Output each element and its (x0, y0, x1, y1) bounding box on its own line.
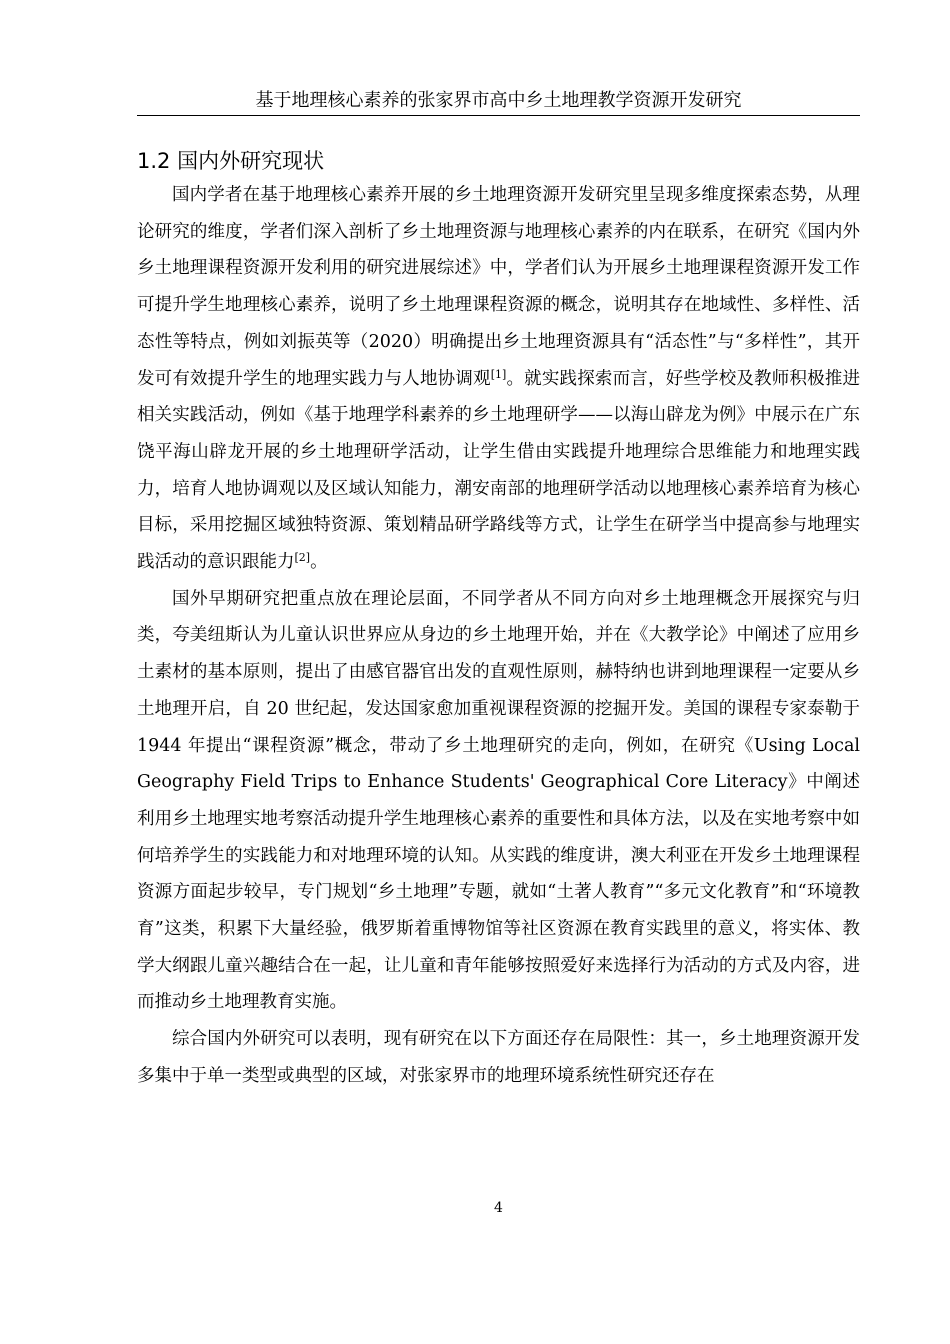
paragraph-foreign-research: 国外早期研究把重点放在理论层面，不同学者从不同方向对乡土地理概念开展探究与归类，夸美纽斯认为儿童认识世界应从身边的乡土地理开始，并在《大教学论》中阐述了应用乡土素材的基本原则，提出了由感官器官出发的直观性原则，赫特纳也讲到地理课程一定要从乡土地理开启，自 20 世纪起，发达国家愈加重视课程资源的挖掘开发。美国的课程专家泰勒于 1944 年提出“课程资源”概念，带动了乡土地理研究的走向，例如，在研究《Using Local Geography Field Trips to Enhance Students' Geographical Core Literacy》中阐述利用乡土地理实地考察活动提升学生地理核心素养的重要性和具体方法，以及在实地考察中如何培养学生的实践能力和对地理环境的认知。从实践的维度讲，澳大利亚在开发乡土地理课程资源方面起步较早，专门规划“乡土地理”专题，就如“土著人教育”“多元文化教育”和“环境教育”这类，积累下大量经验，俄罗斯着重博物馆等社区资源在教育实践里的意义，将实体、教学大纲跟儿童兴趣结合在一起，让儿童和青年能够按照爱好来选择行为活动的方式及内容，进而推动乡土地理教育实施。 (137, 588, 860, 1013)
citation-marker: [1] (490, 367, 507, 381)
page-number: 4 (494, 1200, 503, 1216)
paragraph-text: 。 (310, 552, 328, 573)
running-header: 基于地理核心素养的张家界市高中乡土地理教学资源开发研究 (137, 88, 860, 116)
section-heading: 1.2 国内外研究现状 (137, 149, 325, 173)
citation-marker: [2] (294, 551, 311, 565)
body-text (137, 177, 860, 1095)
paragraph-domestic-research (137, 177, 860, 581)
paragraph-summary: 综合国内外研究可以表明，现有研究在以下方面还存在局限性：其一，乡土地理资源开发多集中于单一类型或典型的区域，对张家界市的地理环境系统性研究还存在 (137, 1029, 860, 1086)
paragraph-text: 国内学者在基于地理核心素养开展的乡土地理资源开发研究里呈现多维度探索态势，从理论研究的维度，学者们深入剖析了乡土地理资源与地理核心素养的内在联系，在研究《国内外乡土地理课程资源开发利用的研究进展综述》中，学者们认为开展乡土地理课程资源开发工作可提升学生地理核心素养，说明了乡土地理课程资源的概念，说明其存在地域性、多样性、活态性等特点，例如刘振英等（2020）明确提出乡土地理资源具有“活态性”与“多样性”，其开发可有效提升学生的地理实践力与人地协调观 (137, 185, 860, 389)
paragraph-text: 。就实践探索而言，好些学校及教师积极推进相关实践活动，例如《基于地理学科素养的乡土地理研学——以海山辟龙为例》中展示在广东饶平海山辟龙开展的乡土地理研学活动，让学生借由实践提升地理综合思维能力和地理实践力，培育人地协调观以及区域认知能力，潮安南部的地理研学活动以地理核心素养培育为核心目标，采用挖掘区域独特资源、策划精品研学路线等方式，让学生在研学当中提高参与地理实践活动的意识跟能力 (137, 368, 860, 573)
